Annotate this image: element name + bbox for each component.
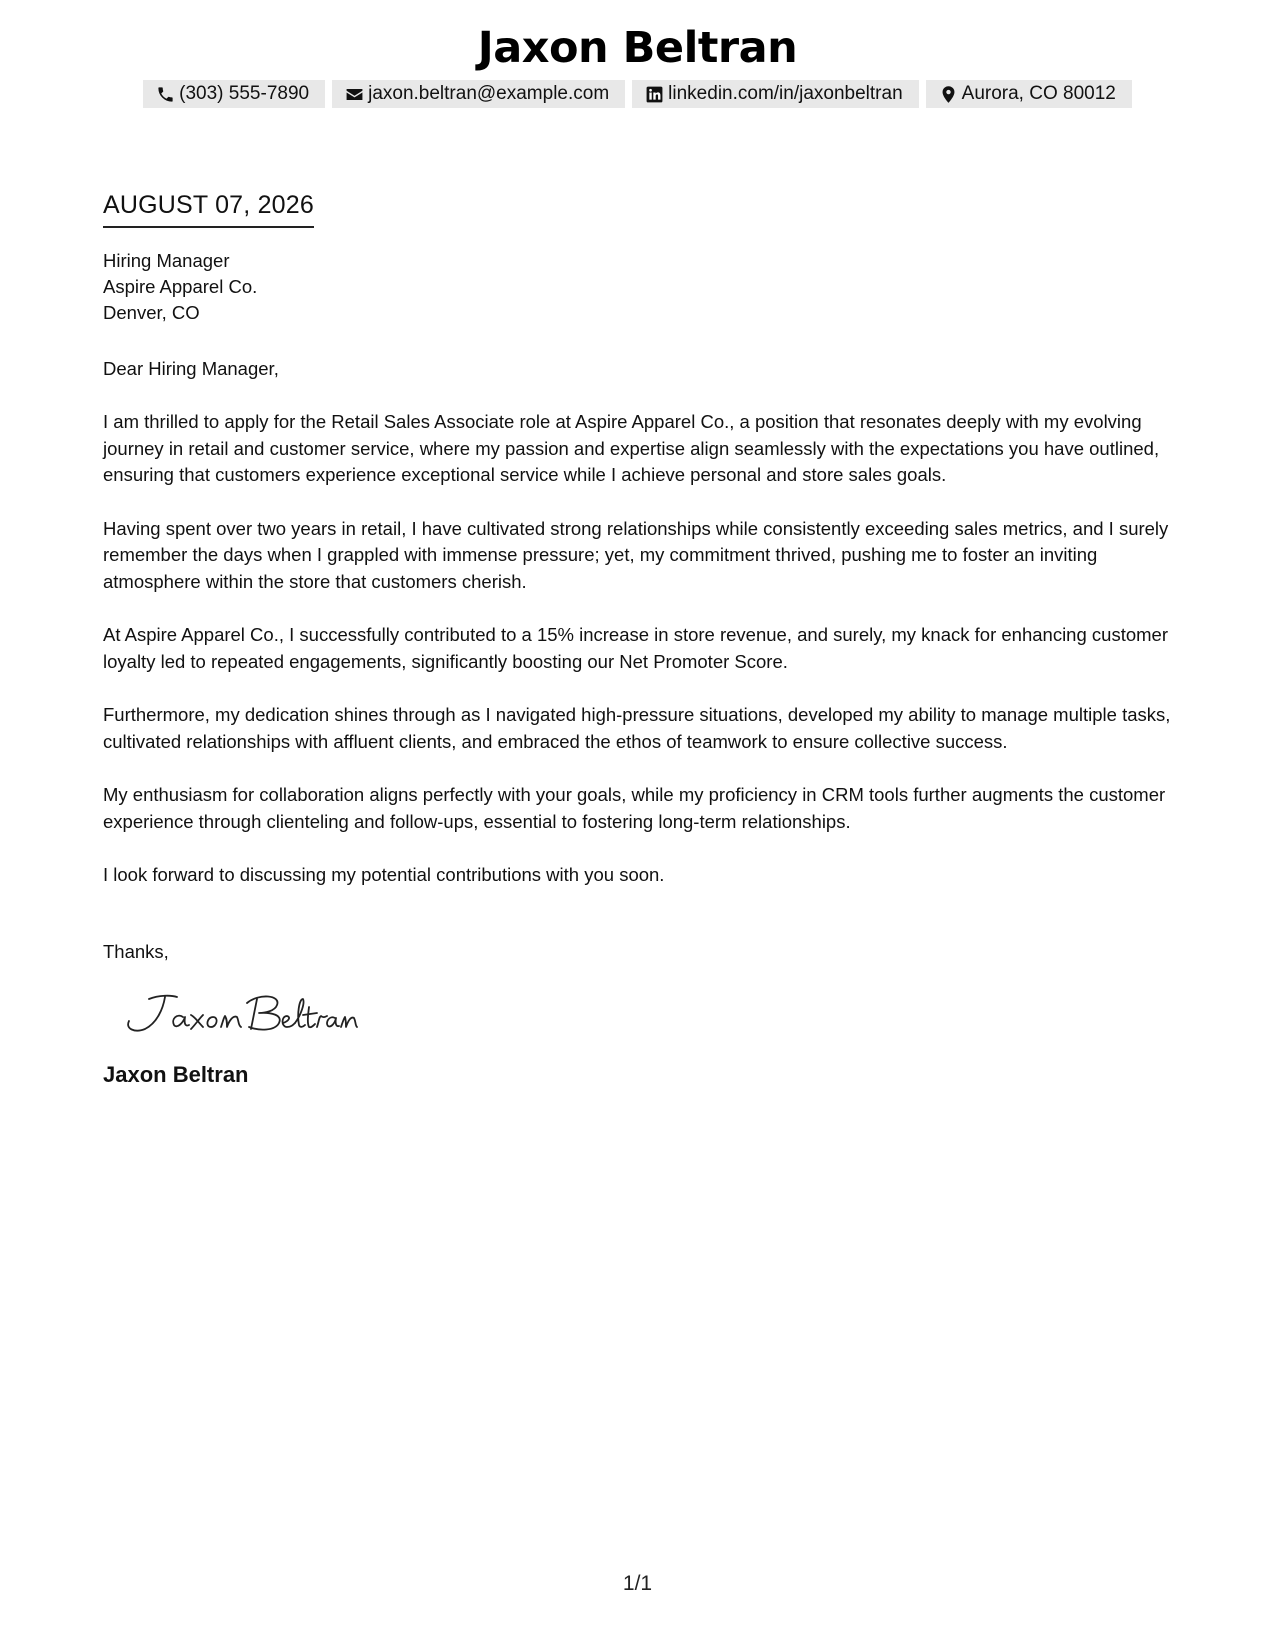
paragraph: My enthusiasm for collaboration aligns perfectly with your goals, while my proficiency in CRM tools further augments the customer experience through clienteling and follow-ups, essential to fostering long-term relationships.: [103, 784, 1166, 832]
paragraph: I look forward to discussing my potential contributions with you soon.: [103, 864, 665, 885]
contact-email[interactable]: [332, 80, 625, 108]
letter-body: [103, 190, 1183, 1089]
paragraph: At Aspire Apparel Co., I successfully contributed to a 15% increase in store revenue, and surely, my knack for enhancing customer loyalty led to repeated engagements, significantly boosting our Net Promoter Score.: [103, 624, 1168, 672]
paragraph: Furthermore, my dedication shines through as I navigated high-pressure situations, developed my ability to manage multiple tasks, cultivated relationships with affluent clients, and embraced the ethos of teamwork to ensure collective success.: [103, 704, 1171, 752]
contact-linkedin[interactable]: [632, 80, 918, 108]
letter-date: AUGUST 07, 2026: [103, 190, 314, 228]
recipient-location: Denver, CO: [103, 302, 200, 323]
salutation: Dear Hiring Manager,: [103, 358, 279, 379]
closing: Thanks,: [103, 940, 169, 962]
contact-bar: [0, 80, 1275, 108]
signer-name: Jaxon Beltran: [103, 1061, 249, 1087]
contact-location: [926, 80, 1132, 108]
envelope-icon: [345, 85, 364, 104]
linkedin-icon: [645, 85, 664, 104]
applicant-name: Jaxon Beltran: [477, 23, 798, 73]
signature-image: [119, 985, 1183, 1045]
page-number: 1/1: [622, 1572, 653, 1595]
recipient-title: Hiring Manager: [103, 250, 230, 271]
recipient-company: Aspire Apparel Co.: [103, 276, 258, 297]
phone-icon: [156, 85, 175, 104]
contact-linkedin-text: linkedin.com/in/jaxonbeltran: [668, 83, 903, 104]
paragraph: Having spent over two years in retail, I have cultivated strong relationships while consistently exceeding sales metrics, and I surely remember the days when I grappled with immense pressure; yet, my commitment thrived, pushing me to foster an inviting atmosphere within the store that customers cherish.: [103, 517, 1169, 592]
contact-phone-text: (303) 555-7890: [179, 83, 310, 104]
paragraph: I am thrilled to apply for the Retail Sales Associate role at Aspire Apparel Co., a position that resonates deeply with my evolving journey in retail and customer service, where my passion and expertise align seamlessly with the expectations you have outlined, ensuring that customers experience exceptional service while I achieve personal and store sales goals.: [103, 411, 1160, 485]
recipient-block: [103, 248, 1183, 326]
contact-phone: [143, 80, 325, 108]
contact-location-text: Aurora, CO 80012: [961, 83, 1116, 104]
contact-email-text: jaxon.beltran@example.com: [368, 83, 610, 104]
map-pin-icon: [939, 85, 958, 104]
